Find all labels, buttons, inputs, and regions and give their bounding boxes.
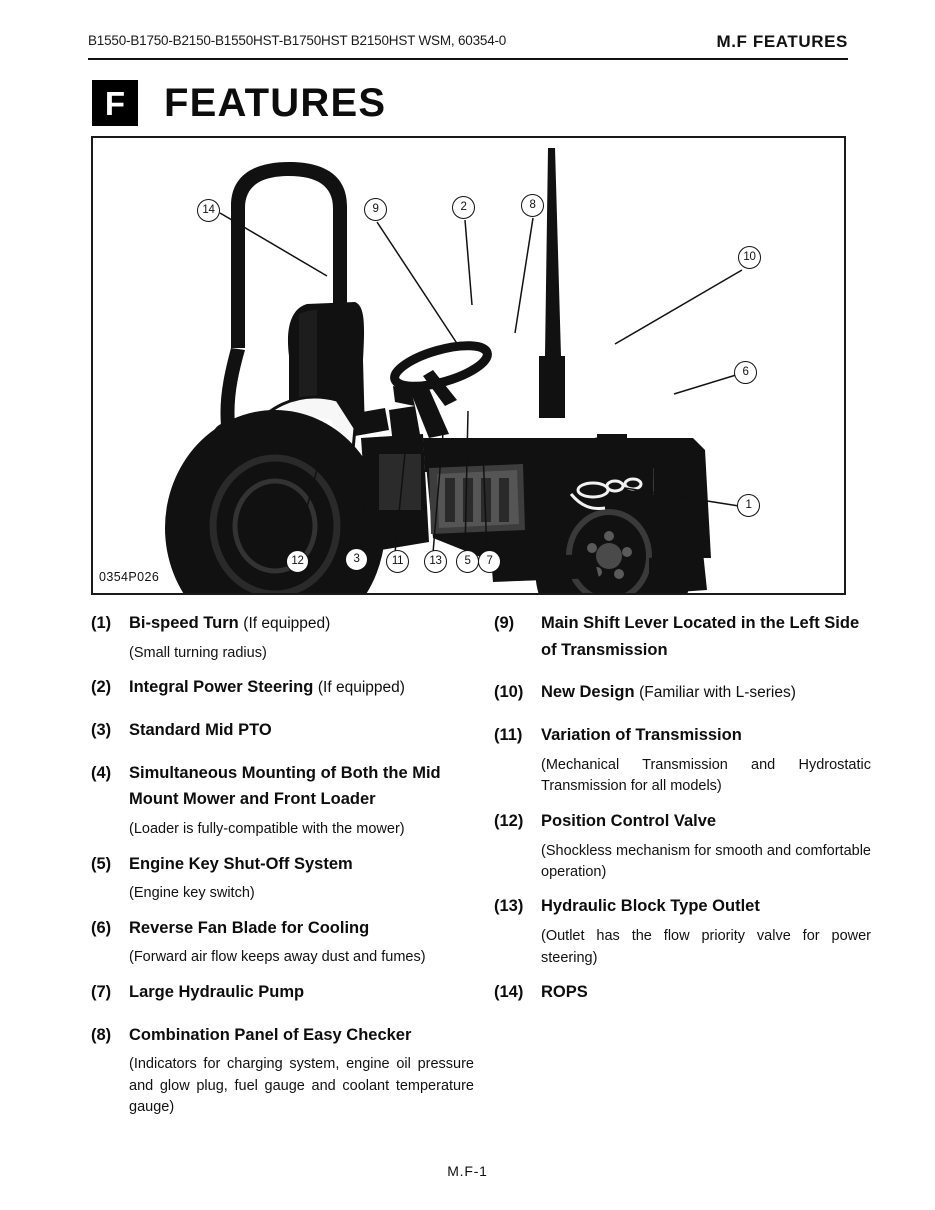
feature-title: Hydraulic Block Type Outlet	[541, 897, 760, 916]
feature-title: Combination Panel of Easy Checker	[129, 1025, 412, 1044]
feature-number: (10)	[494, 683, 524, 702]
callout-5: 5	[456, 550, 479, 573]
feature-title	[541, 679, 869, 706]
feature-item-14	[494, 979, 869, 1006]
callout-7: 7	[478, 550, 501, 573]
feature-item-1	[91, 610, 466, 637]
feature-title-text: Bi-speed Turn	[129, 614, 239, 632]
feature-number: (9)	[494, 614, 515, 632]
feature-title: Position Control Valve	[541, 811, 717, 830]
spacer	[494, 666, 869, 679]
callout-14: 14	[197, 199, 220, 222]
callout-13: 13	[424, 550, 447, 573]
feature-note-11: (Mechanical Transmission and Hydrostatic Transmission for all models)	[541, 756, 871, 795]
feature-title: Standard Mid PTO	[129, 720, 272, 739]
feature-item-4	[91, 760, 466, 813]
header-section-title: M.F FEATURES	[716, 32, 848, 51]
spacer	[91, 747, 466, 760]
feature-title: Main Shift Lever Located in the Left Side of Transmission	[541, 614, 860, 659]
feature-title: Large Hydraulic Pump	[129, 982, 305, 1001]
features-column-right	[494, 610, 869, 1009]
spacer	[91, 1009, 466, 1022]
feature-number: (2)	[91, 678, 112, 697]
feature-note-6: (Forward air flow keeps away dust and fumes)	[129, 949, 426, 966]
feature-number: (6)	[91, 918, 112, 937]
callout-11: 11	[386, 550, 409, 573]
callout-9: 9	[364, 198, 387, 221]
feature-item-3	[91, 717, 466, 744]
feature-title-text: Integral Power Steering	[129, 678, 314, 697]
feature-number: (11)	[494, 726, 523, 745]
feature-note-1: (Small turning radius)	[129, 644, 267, 661]
callout-1: 1	[737, 494, 760, 517]
feature-item-8	[91, 1022, 466, 1049]
feature-number: (4)	[91, 763, 112, 782]
feature-note-13: (Outlet has the flow priority valve for power steering)	[541, 928, 871, 966]
feature-item-11	[494, 722, 869, 749]
feature-paren: (Familiar with L-series)	[639, 684, 796, 702]
feature-item-5	[91, 851, 466, 878]
header-rule	[88, 58, 848, 60]
feature-note-4: (Loader is fully-compatible with the mower)	[129, 821, 405, 838]
feature-item-13	[494, 893, 869, 920]
feature-item-7	[91, 979, 466, 1006]
feature-item-10	[494, 679, 869, 706]
feature-title: ROPS	[541, 983, 588, 1002]
feature-number: (1)	[91, 614, 112, 632]
feature-title: Engine Key Shut-Off System	[129, 854, 353, 873]
feature-number: (8)	[91, 1025, 112, 1044]
callout-12: 12	[286, 550, 309, 573]
feature-number: (14)	[494, 983, 524, 1002]
feature-number: (12)	[494, 811, 524, 830]
chapter-heading: FEATURES	[164, 81, 387, 125]
running-header	[88, 33, 848, 59]
figure-reference-code: 0354P026	[99, 570, 160, 584]
feature-title: Variation of Transmission	[541, 726, 742, 745]
chapter-title	[92, 78, 386, 128]
spacer	[494, 709, 869, 722]
feature-number: (3)	[91, 720, 112, 739]
feature-note-8: (Indicators for charging system, engine oil pressure and glow plug, fuel gauge and coolant temperature gauge)	[129, 1056, 474, 1116]
feature-number: (13)	[494, 897, 524, 916]
feature-paren: (If equipped)	[243, 615, 331, 632]
chapter-badge-letter: F	[92, 80, 138, 126]
callout-2: 2	[452, 196, 475, 219]
feature-title-text: New Design	[541, 683, 635, 702]
feature-paren: (If equipped)	[317, 679, 405, 697]
features-column-left	[91, 610, 474, 1129]
feature-title	[129, 610, 466, 637]
callout-6: 6	[734, 361, 757, 384]
feature-number: (7)	[91, 982, 112, 1001]
header-model-codes: B1550-B1750-B2150-B1550HST-B1750HST B2150HST WSM, 60354-0	[88, 33, 507, 48]
page-number: M.F-1	[447, 1163, 488, 1179]
feature-note-12: (Shockless mechanism for smooth and comfortable operation)	[541, 842, 871, 880]
callout-8: 8	[521, 194, 544, 217]
feature-note-5: (Engine key switch)	[129, 885, 255, 902]
feature-item-12	[494, 808, 869, 835]
callout-10: 10	[738, 246, 761, 269]
feature-item-6	[91, 915, 466, 942]
feature-item-2	[91, 674, 466, 701]
feature-item-9	[494, 610, 869, 663]
feature-number: (5)	[91, 854, 112, 873]
feature-title: Reverse Fan Blade for Cooling	[129, 918, 370, 937]
callout-3: 3	[345, 548, 368, 571]
feature-title	[129, 674, 466, 701]
feature-title: Simultaneous Mounting of Both the Mid Mount Mower and Front Loader	[129, 763, 441, 809]
spacer	[91, 704, 466, 717]
